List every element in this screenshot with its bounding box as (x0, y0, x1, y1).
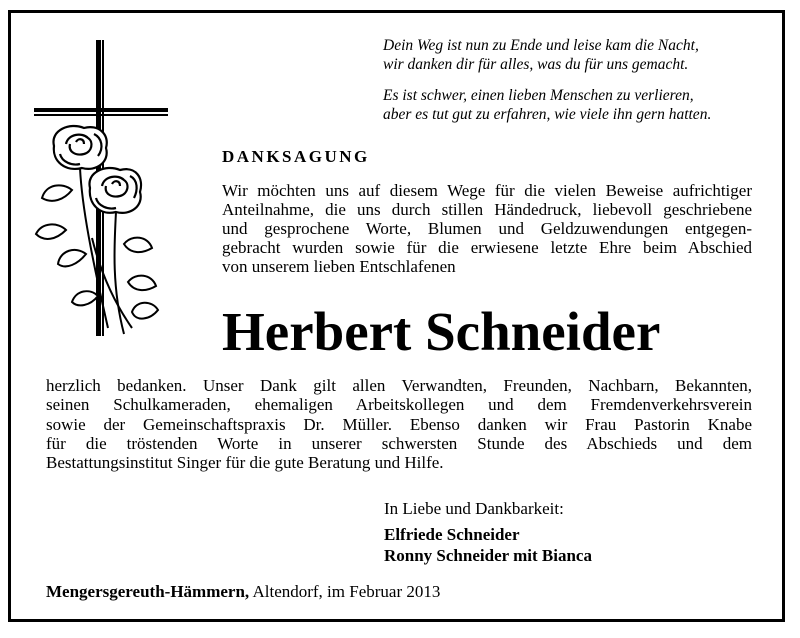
place-and-date (46, 582, 440, 601)
heading: DANKSAGUNG (222, 147, 370, 166)
body-line: Bestattungsinstitut Singer für die gute Beratung und Hilfe. (46, 453, 444, 473)
deceased-name: Herbert Schneider (222, 301, 661, 362)
signers (384, 524, 592, 566)
place-name: Mengersgereuth-Hämmern, (46, 582, 250, 601)
intro-line: gebracht wurden sowie für die erwiesene letzte Ehre beim Abschied (222, 238, 752, 257)
intro-line: Wir möchten uns auf diesem Wege für die vielen Beweise aufrichtiger (222, 181, 752, 200)
intro-paragraph (222, 181, 752, 276)
intro-line: von unserem lieben Entschlafenen (222, 257, 456, 276)
signer-name: Ronny Schneider mit Bianca (384, 546, 592, 565)
cross-with-roses-icon (32, 38, 172, 348)
poem (383, 36, 763, 136)
intro-line: und gesprochene Worte, Blumen und Geldzuwendungen entgegen- (222, 219, 752, 238)
body-paragraph (46, 376, 752, 472)
poem-line: Dein Weg ist nun zu Ende und leise kam die Nacht, (383, 37, 699, 54)
body-line: sowie der Gemeinschaftspraxis Dr. Müller. Ebenso danken wir Frau Pastorin Knabe (46, 414, 752, 434)
signer-name: Elfriede Schneider (384, 525, 520, 544)
poem-line: Es ist schwer, einen lieben Menschen zu verlieren, (383, 87, 694, 104)
body-line: seinen Schulkameraden, ehemaligen Arbeitskollegen und dem Fremdenverkehrsverein (46, 395, 752, 415)
poem-stanza-1 (383, 36, 763, 74)
body-line: herzlich bedanken. Unser Dank gilt allen Verwandten, Freunden, Nachbarn, Bekannten, (46, 376, 752, 395)
intro-line: Anteilnahme, die uns durch stillen Händedruck, liebevoll geschriebene (222, 200, 752, 219)
body-line: für die tröstenden Worte in unserer schwersten Stunde des Abschieds und dem (46, 433, 752, 453)
poem-line: wir danken dir für alles, was du für uns gemacht. (383, 56, 689, 73)
poem-line: aber es tut gut zu erfahren, wie viele ihn gern hatten. (383, 106, 712, 123)
poem-stanza-2 (383, 86, 763, 124)
date-line: Altendorf, im Februar 2013 (249, 582, 441, 601)
closing-phrase: In Liebe und Dankbarkeit: (384, 499, 564, 518)
